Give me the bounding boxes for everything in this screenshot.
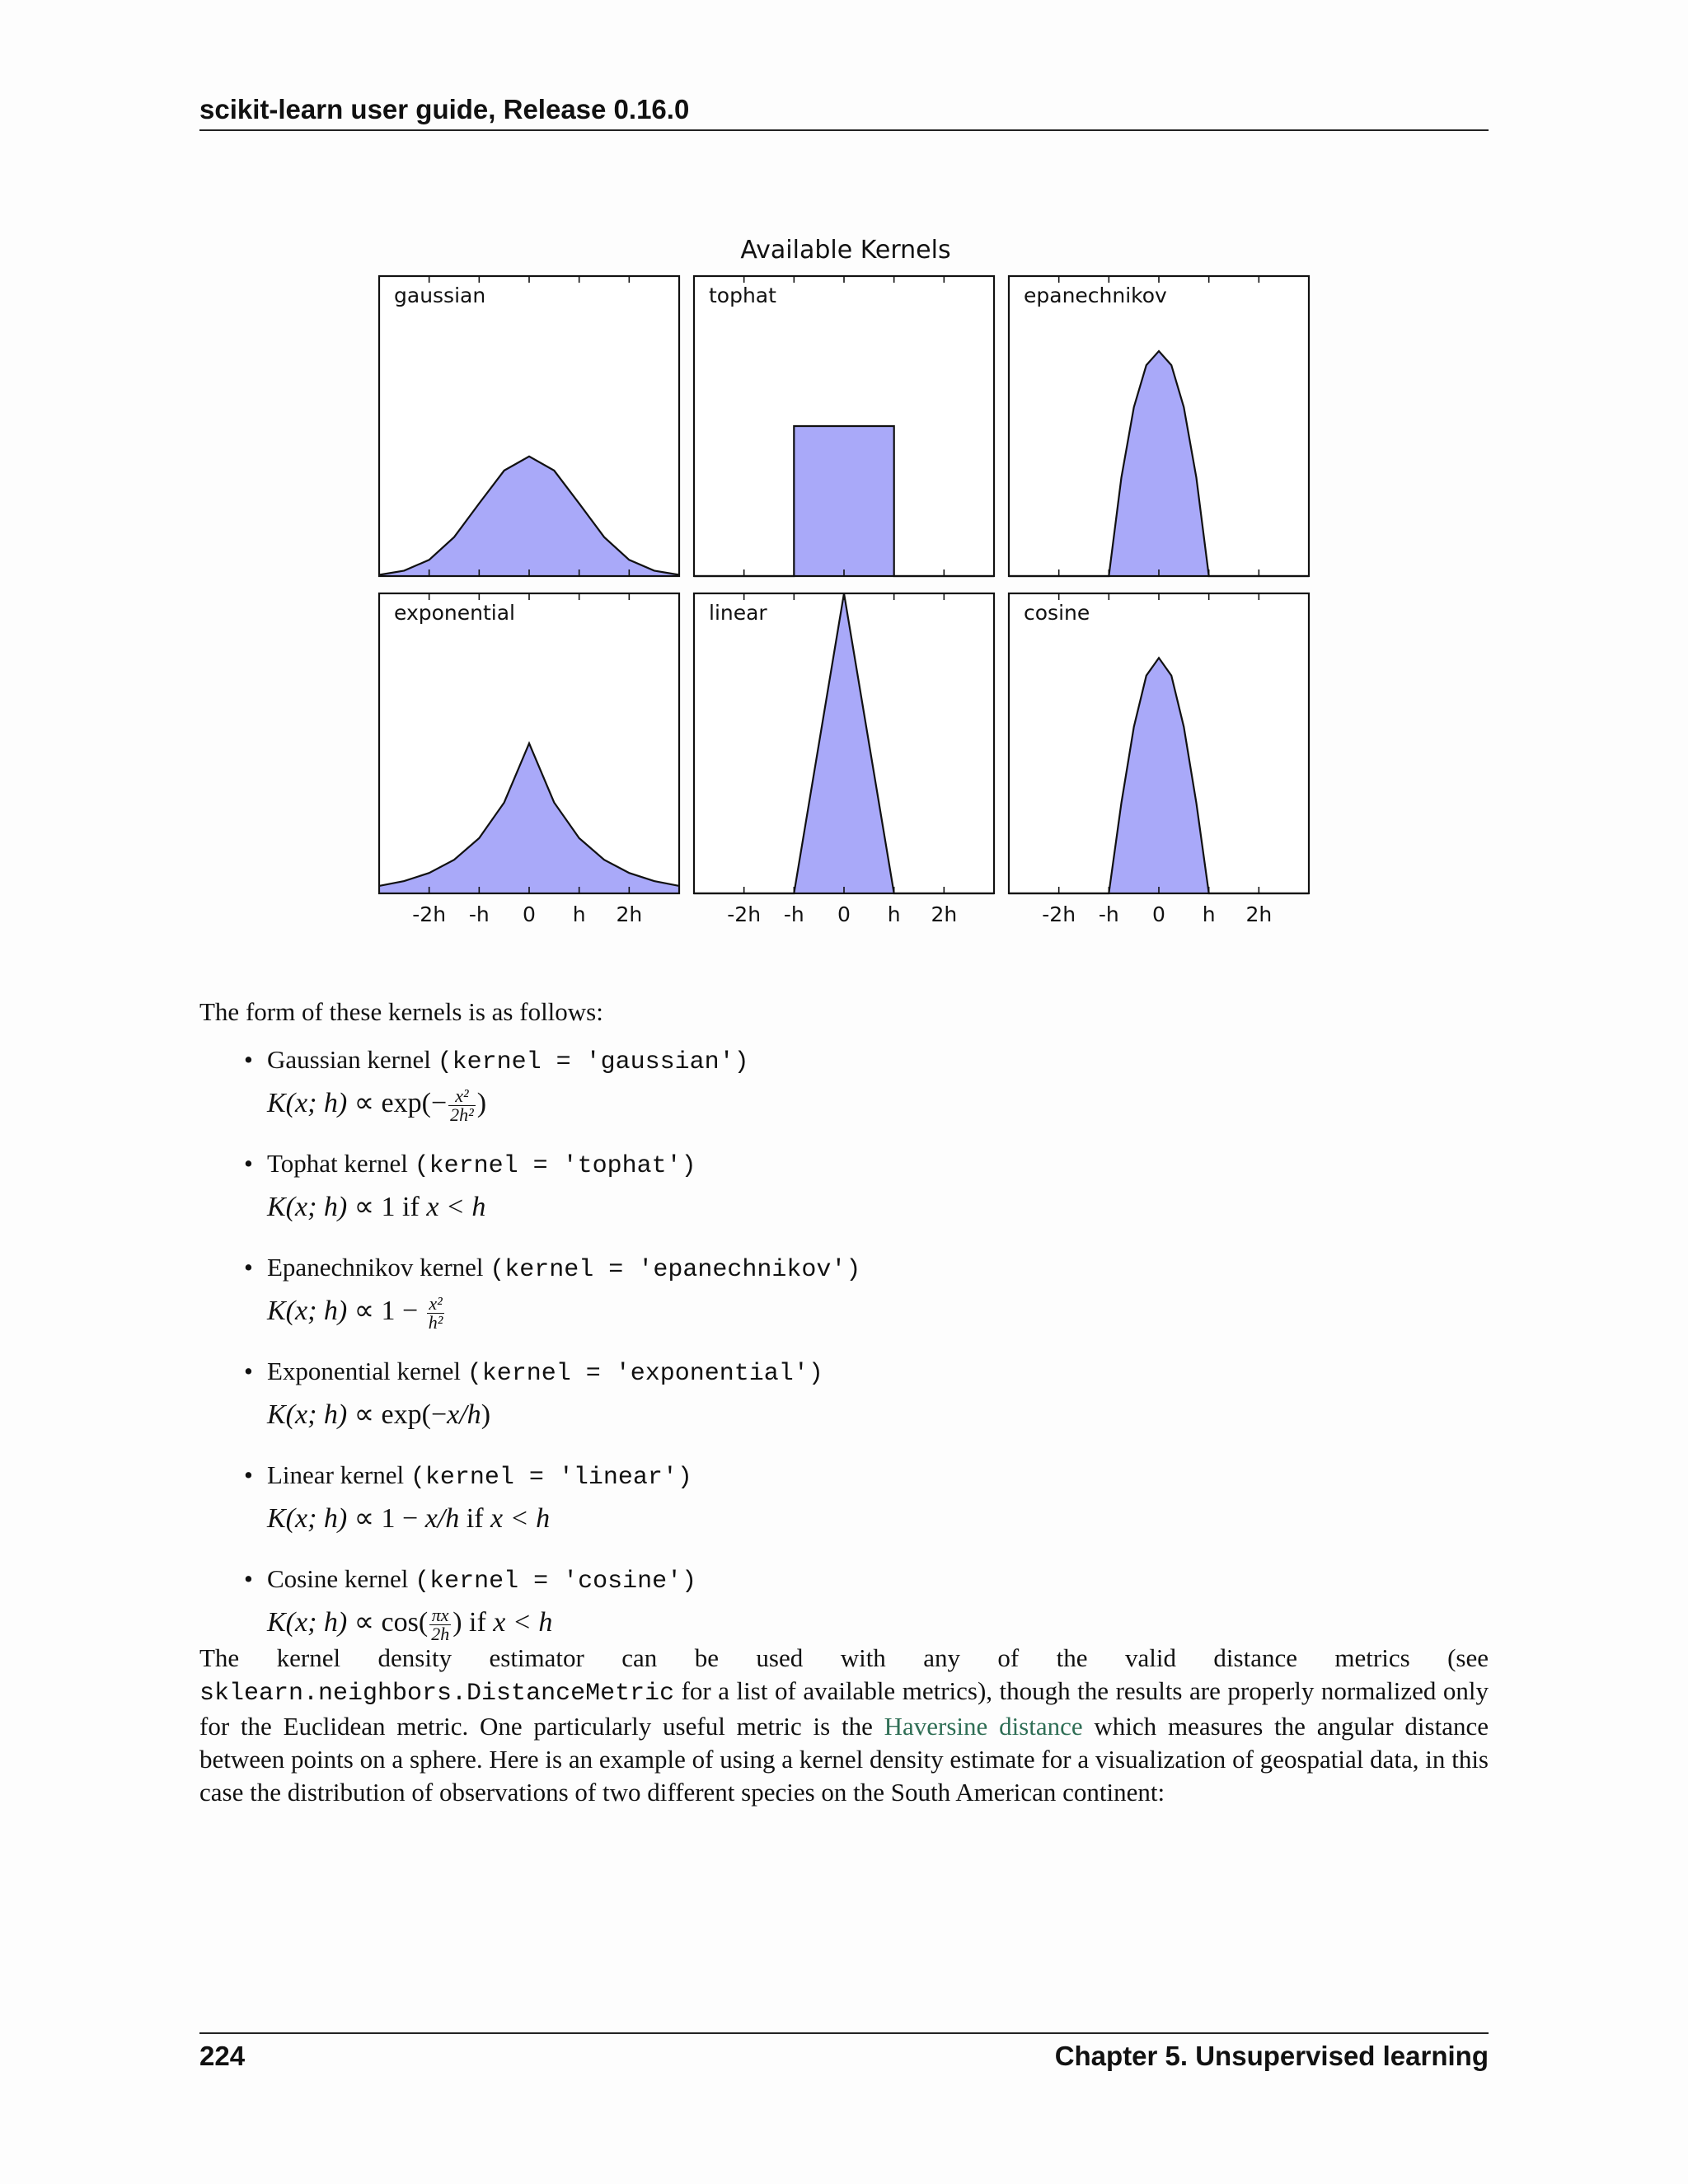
bullet: •: [244, 1045, 253, 1074]
kernel-panel-gaussian: [379, 276, 679, 576]
kernel-item-epanechnikov: [244, 1251, 1480, 1355]
distance-metric-code: sklearn.neighbors.DistanceMetric: [199, 1680, 675, 1708]
bullet: •: [244, 1357, 253, 1385]
x-tick-label: 2h: [616, 902, 643, 926]
kernel-code: (kernel = 'gaussian'): [437, 1048, 749, 1076]
running-title: scikit-learn user guide, Release 0.16.0: [199, 94, 690, 124]
panel-label: gaussian: [394, 284, 486, 307]
x-tick-label: -2h: [412, 902, 447, 926]
kernel-item-exponential: [244, 1355, 1480, 1459]
bullet: •: [244, 1253, 253, 1282]
kernel-code: (kernel = 'exponential'): [467, 1360, 823, 1388]
formula-linear: K(x; h) ∝ 1 − x/h if x < h: [267, 1503, 551, 1534]
x-tick-label: h: [887, 902, 901, 926]
kernel-name: Linear kernel: [267, 1460, 405, 1489]
bullet: •: [244, 1149, 253, 1178]
kernels-figure: [346, 235, 1335, 948]
kernel-code: (kernel = 'linear'): [410, 1464, 692, 1492]
x-tick-label: -2h: [1042, 902, 1076, 926]
header-rule: [199, 129, 1489, 131]
x-tick-label: h: [572, 902, 586, 926]
kernel-item-gaussian: [244, 1043, 1480, 1147]
x-tick-label: -h: [1098, 902, 1119, 926]
kernel-name: Cosine kernel: [267, 1564, 409, 1593]
paragraph-text: which measures the angular distance between points on a sphere. Here is an example of using a kernel density estimate for a visualization of geospatial data, in this case the distribution of observations of two different species on the South American continent:: [199, 1712, 1489, 1807]
panel-label: tophat: [709, 284, 776, 307]
kernel-name: Tophat kernel: [267, 1149, 408, 1178]
x-tick-label: 0: [837, 902, 851, 926]
figure-title: Available Kernels: [740, 236, 951, 265]
kernel-panel-epanechnikov: [1009, 276, 1309, 576]
kernel-item-tophat: [244, 1147, 1480, 1251]
formula-epanechnikov: K(x; h) ∝ 1 − $\frac{\text{x²}}{\text{h²}}$: [267, 1292, 443, 1333]
body-paragraph: [199, 1642, 1489, 1809]
x-tick-label: 0: [523, 902, 536, 926]
intro-text: The form of these kernels is as follows:: [199, 997, 603, 1026]
footer-rule: [199, 2032, 1489, 2034]
panel-label: linear: [709, 601, 767, 625]
kernel-panel-linear: [694, 593, 994, 926]
chapter-title: Chapter 5. Unsupervised learning: [1054, 2041, 1489, 2071]
kernels-chart: [346, 235, 1335, 944]
kernel-item-linear: [244, 1459, 1480, 1563]
panel-label: exponential: [394, 601, 515, 625]
paragraph-text: for a list of available metrics), though the results are properly normalized only for the Euclidean metric. One particularly useful metric is the: [199, 1676, 1489, 1741]
bullet: •: [244, 1564, 253, 1593]
kernel-name: Exponential kernel: [267, 1357, 461, 1385]
kernel-code: (kernel = 'cosine'): [415, 1568, 697, 1596]
kernel-panel-exponential: [379, 593, 679, 926]
haversine-link[interactable]: Haversine distance: [884, 1712, 1083, 1741]
x-tick-label: -2h: [727, 902, 762, 926]
formula-exponential: K(x; h) ∝ exp(−x/h): [267, 1399, 491, 1430]
bullet: •: [244, 1460, 253, 1489]
x-tick-label: 2h: [931, 902, 958, 926]
x-tick-label: -h: [468, 902, 490, 926]
formula-cosine: K(x; h) ∝ cos( $\frac{\pi x}{2h}$ ) if x < h: [267, 1604, 553, 1644]
kernel-list: [244, 1043, 1480, 1666]
kernel-panel-tophat: [694, 276, 994, 576]
page-number: 224: [199, 2041, 246, 2071]
kernel-code: (kernel = 'epanechnikov'): [490, 1256, 861, 1284]
x-tick-label: 0: [1152, 902, 1165, 926]
panel-label: cosine: [1024, 601, 1090, 625]
x-tick-label: h: [1202, 902, 1216, 926]
x-tick-label: 2h: [1245, 902, 1273, 926]
formula-tophat: K(x; h) ∝ 1 if x < h: [267, 1192, 486, 1222]
kernel-panel-cosine: [1009, 593, 1309, 926]
formula-gaussian: K(x; h) ∝ exp(− $\frac{\text{x²}}{\text{2h²}}$ ): [267, 1085, 487, 1125]
kernel-code: (kernel = 'tophat'): [414, 1152, 696, 1180]
paragraph-text: The kernel density estimator can be used with any of the valid distance metrics (see: [199, 1643, 1489, 1672]
x-tick-label: -h: [783, 902, 804, 926]
panel-label: epanechnikov: [1024, 284, 1167, 307]
kernel-name: Epanechnikov kernel: [267, 1253, 484, 1282]
kernel-name: Gaussian kernel: [267, 1045, 431, 1074]
